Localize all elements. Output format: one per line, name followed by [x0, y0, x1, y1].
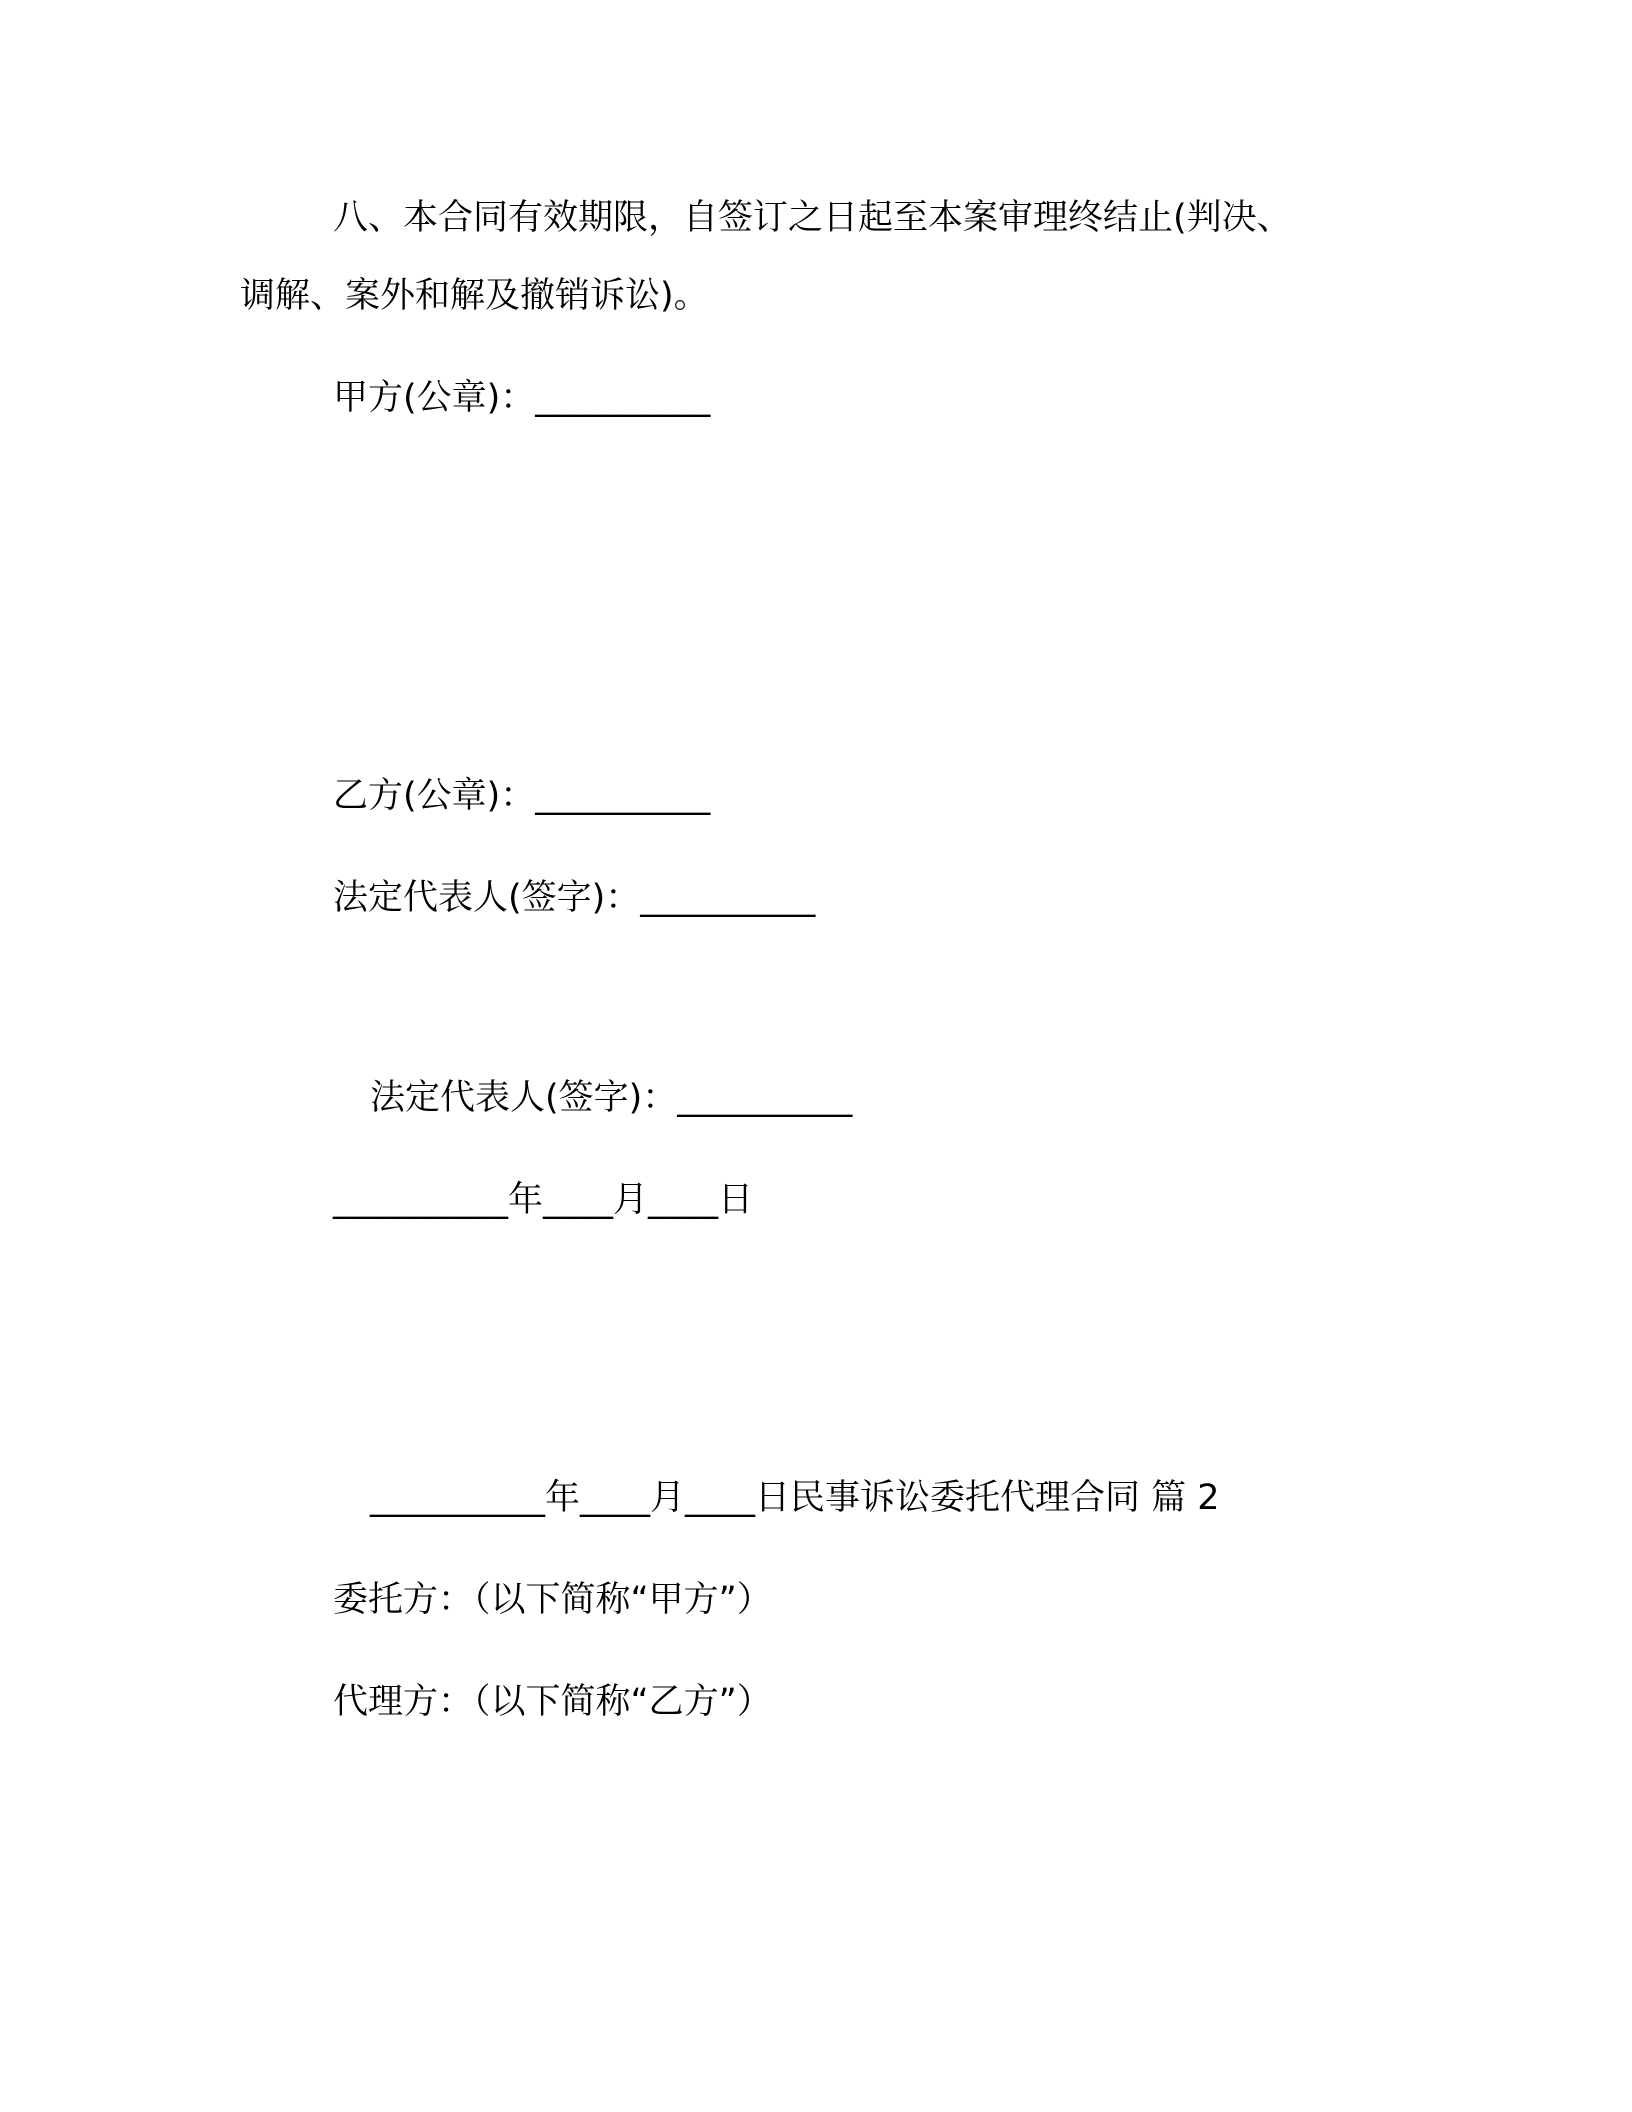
agent-party-line: 代理方：（以下简称“乙方”） [333, 1682, 772, 1722]
clause-8-line-2: 调解、案外和解及撤销诉讼)。 [240, 276, 709, 316]
legal-representative-signature-2: 法定代表人(签字)：__________ [370, 1078, 853, 1118]
clause-8-line-1: 八、本合同有效期限，自签订之日起至本案审理终结止(判决、 [333, 198, 1292, 238]
contract-2-title: __________年____月____日民事诉讼委托代理合同 篇 2 [370, 1478, 1220, 1518]
legal-representative-signature-1: 法定代表人(签字)：__________ [333, 878, 816, 918]
party-a-seal-field: 甲方(公章)：__________ [333, 378, 711, 418]
party-b-seal-field: 乙方(公章)：__________ [333, 776, 711, 816]
principal-party-line: 委托方：（以下简称“甲方”） [333, 1580, 772, 1620]
date-line: __________年____月____日 [333, 1180, 754, 1220]
